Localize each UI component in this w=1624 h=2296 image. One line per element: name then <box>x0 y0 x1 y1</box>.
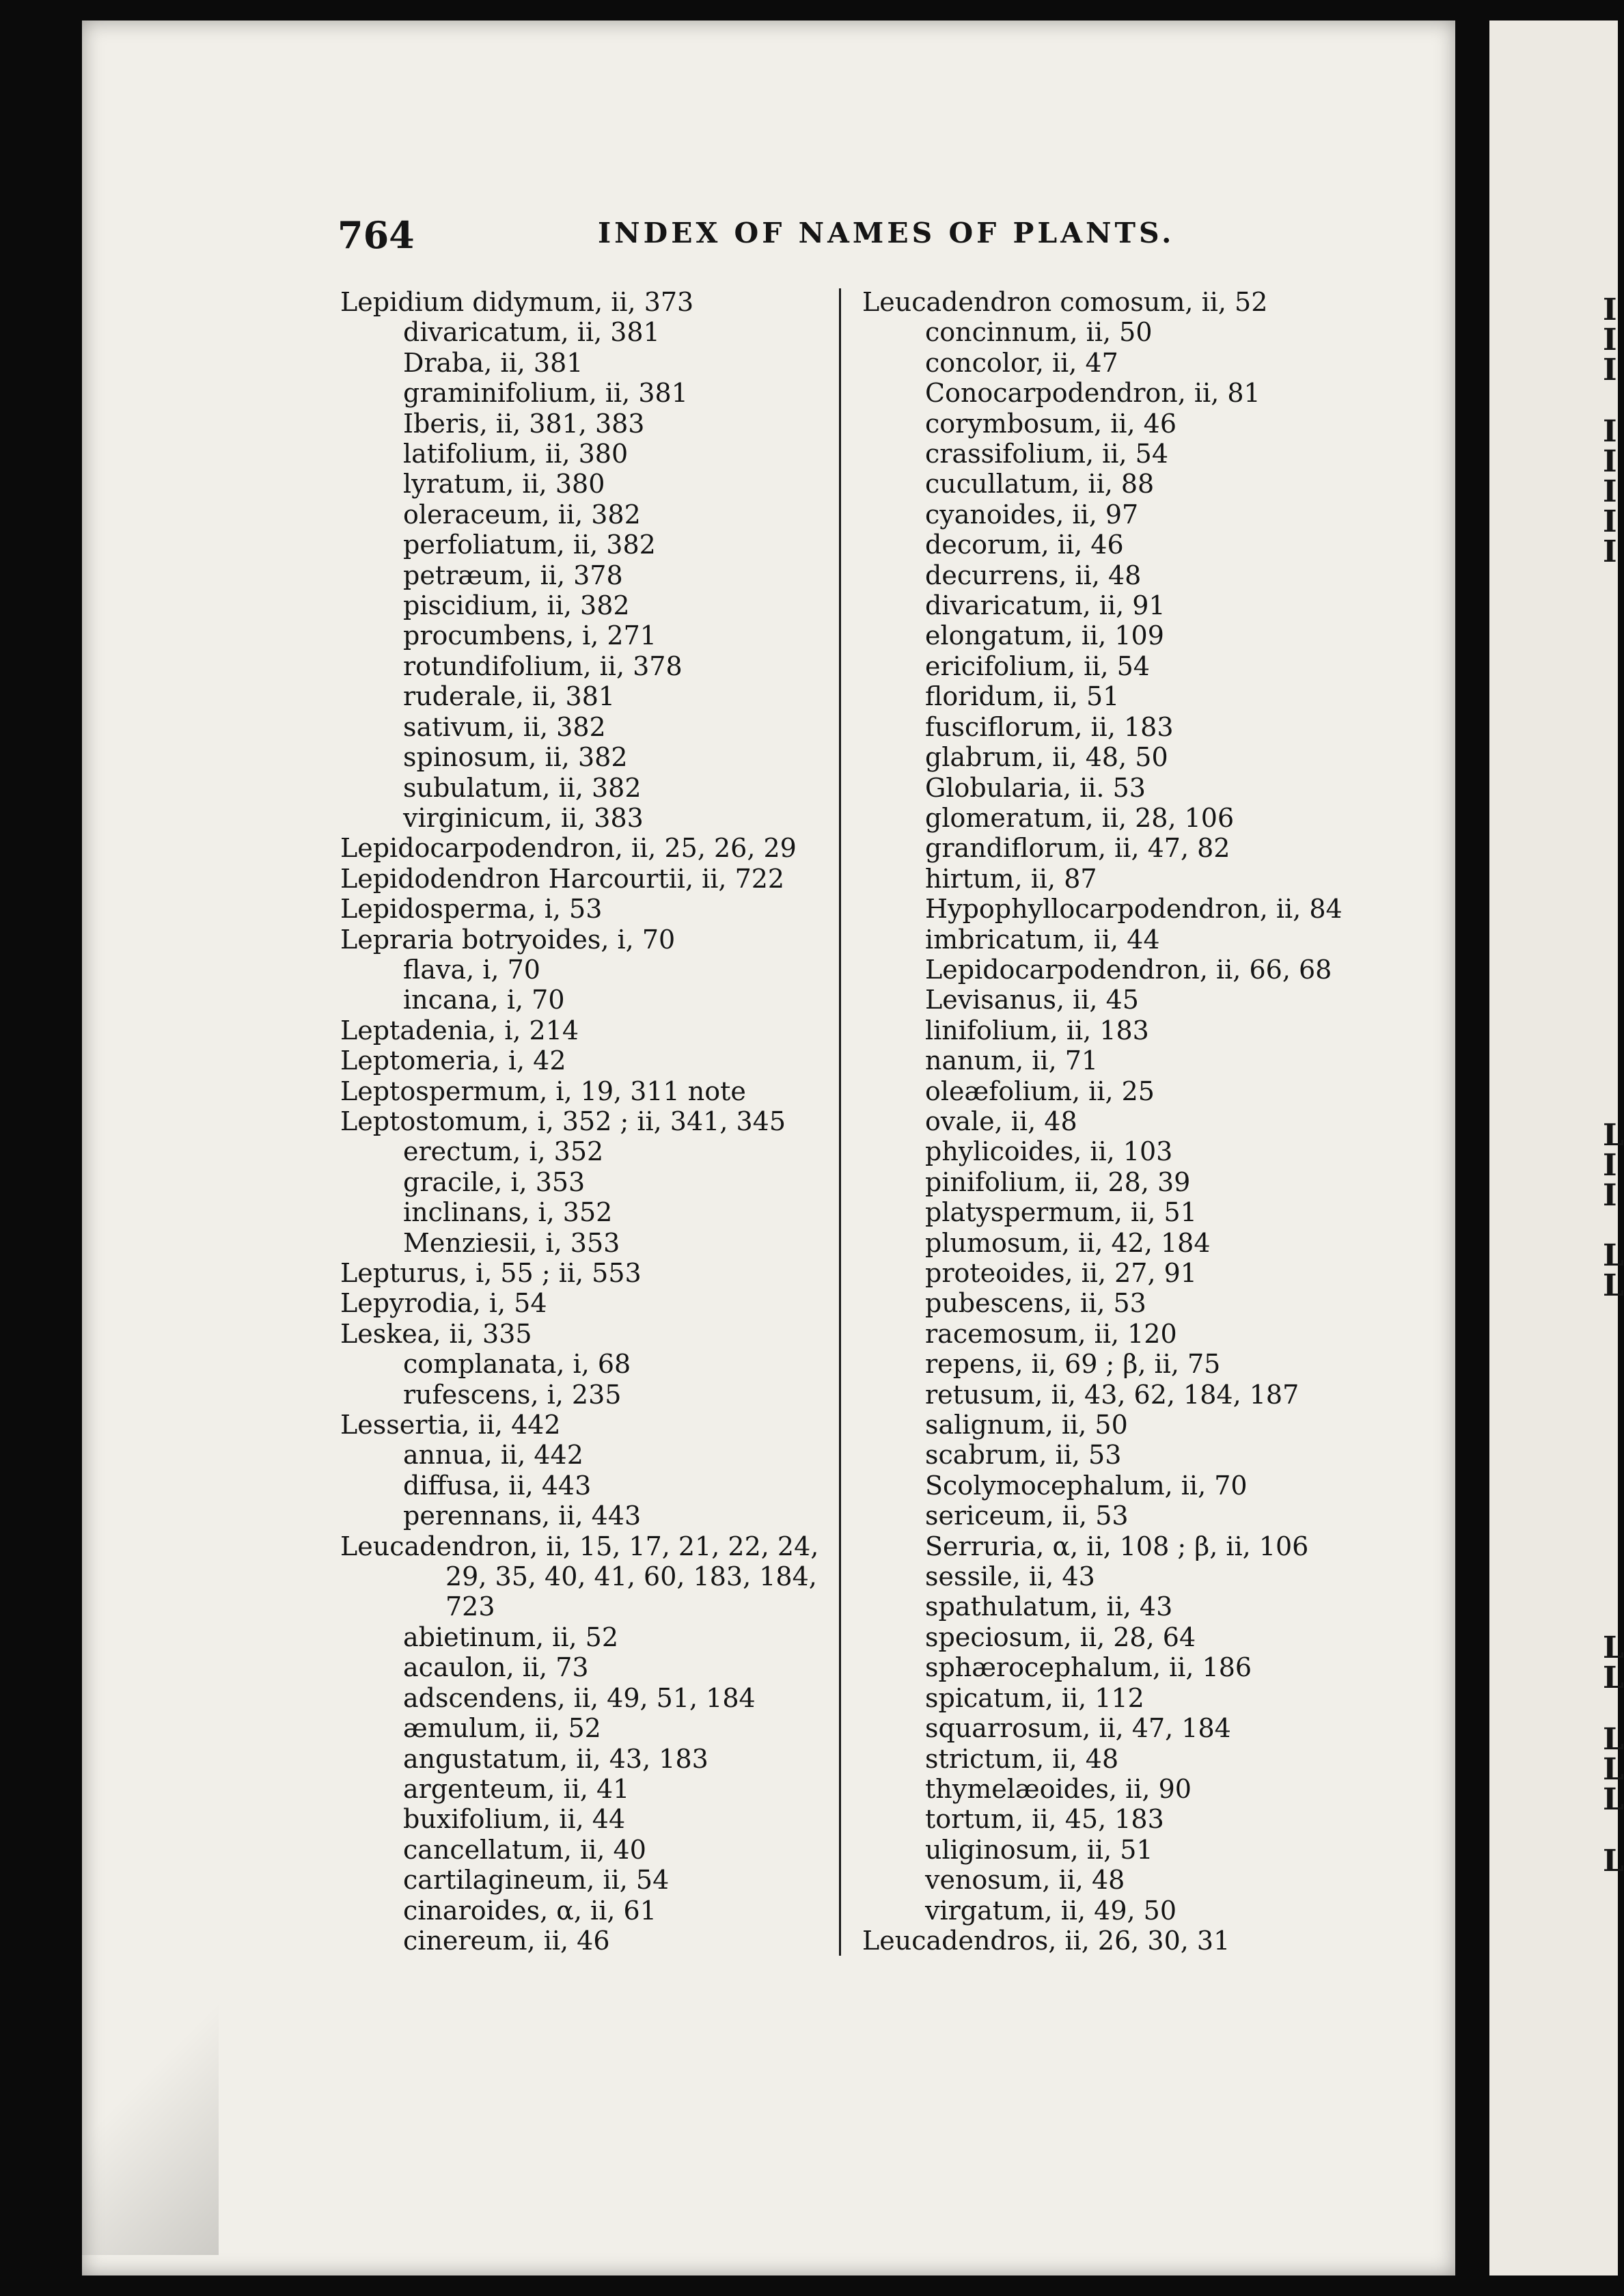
index-entry: speciosum, ii, 28, 64 <box>925 1622 1196 1652</box>
facing-page-letter: I <box>1603 353 1617 387</box>
index-entry: imbricatum, ii, 44 <box>925 924 1160 955</box>
index-entry: Lepidocarpodendron, ii, 25, 26, 29 <box>340 833 797 864</box>
index-entry: spicatum, ii, 112 <box>925 1682 1144 1713</box>
index-entry: pubescens, ii, 53 <box>925 1288 1146 1319</box>
index-entry: abietinum, ii, 52 <box>403 1622 619 1652</box>
index-entry: æmulum, ii, 52 <box>403 1713 601 1744</box>
index-entry: latifolium, ii, 380 <box>403 439 629 469</box>
index-entry: rotundifolium, ii, 378 <box>403 651 683 681</box>
index-entry: hirtum, ii, 87 <box>925 863 1097 894</box>
index-entry: Lepraria botryoides, i, 70 <box>340 924 676 955</box>
facing-page-letter: L <box>1603 1722 1624 1757</box>
facing-page-edge <box>1489 20 1618 2276</box>
facing-page-letter: I <box>1603 1178 1617 1213</box>
index-entry: adscendens, ii, 49, 51, 184 <box>403 1682 756 1713</box>
index-entry: cucullatum, ii, 88 <box>925 469 1155 500</box>
index-entry: 723 <box>445 1591 495 1622</box>
facing-page-letter: L <box>1603 1630 1624 1665</box>
index-entry: inclinans, i, 352 <box>403 1197 613 1228</box>
index-entry: argenteum, ii, 41 <box>403 1773 630 1804</box>
index-entry: Lepidodendron Harcourtii, ii, 722 <box>340 863 785 894</box>
index-entry: squarrosum, ii, 47, 184 <box>925 1713 1231 1744</box>
index-entry: divaricatum, ii, 381 <box>403 317 660 348</box>
index-entry: tortum, ii, 45, 183 <box>925 1804 1164 1835</box>
facing-page-letter: I <box>1603 534 1617 569</box>
index-entry: Leptomeria, i, 42 <box>340 1046 566 1076</box>
index-entry: pinifolium, ii, 28, 39 <box>925 1166 1191 1197</box>
index-entry: thymelæoides, ii, 90 <box>925 1773 1192 1804</box>
facing-page-letter: L <box>1603 1752 1624 1787</box>
page-corner-shadow <box>82 1968 219 2255</box>
index-entry: sphærocephalum, ii, 186 <box>925 1652 1252 1683</box>
index-entry: phylicoides, ii, 103 <box>925 1136 1173 1167</box>
index-entry: 29, 35, 40, 41, 60, 183, 184, <box>445 1561 817 1592</box>
index-entry: incana, i, 70 <box>403 985 565 1015</box>
index-entry: floridum, ii, 51 <box>925 681 1120 712</box>
index-entry: retusum, ii, 43, 62, 184, 187 <box>925 1379 1299 1410</box>
index-entry: Draba, ii, 381 <box>403 347 583 378</box>
index-entry: Leptospermum, i, 19, 311 note <box>340 1076 746 1106</box>
index-entry: spinosum, ii, 382 <box>403 742 628 773</box>
index-entry: ruderale, ii, 381 <box>403 681 616 712</box>
index-entry: cinaroides, α, ii, 61 <box>403 1895 657 1926</box>
index-entry: sericeum, ii, 53 <box>925 1501 1129 1531</box>
facing-page-letter: I <box>1603 323 1617 357</box>
index-entry: rufescens, i, 235 <box>403 1379 622 1410</box>
index-entry: oleæfolium, ii, 25 <box>925 1076 1155 1106</box>
index-entry: fusciflorum, ii, 183 <box>925 711 1174 742</box>
index-entry: Iberis, ii, 381, 383 <box>403 408 645 439</box>
index-entry: Leucadendron comosum, ii, 52 <box>862 287 1268 317</box>
index-entry: divaricatum, ii, 91 <box>925 590 1166 621</box>
index-entry: corymbosum, ii, 46 <box>925 408 1177 439</box>
index-entry: Lepturus, i, 55 ; ii, 553 <box>340 1258 642 1288</box>
index-entry: buxifolium, ii, 44 <box>403 1804 626 1835</box>
index-column-right <box>862 287 1381 1956</box>
index-entry: Hypophyllocarpodendron, ii, 84 <box>925 894 1343 925</box>
index-entry: Leptostomum, i, 352 ; ii, 341, 345 <box>340 1106 786 1136</box>
index-entry: subulatum, ii, 382 <box>403 772 642 803</box>
index-entry: Lepidosperma, i, 53 <box>340 894 603 925</box>
index-entry: flava, i, 70 <box>403 954 540 985</box>
index-entry: cartilagineum, ii, 54 <box>403 1865 670 1896</box>
facing-page-letter: L <box>1603 1268 1624 1303</box>
index-entry: Leptadenia, i, 214 <box>340 1015 579 1046</box>
index-entry: Scolymocephalum, ii, 70 <box>925 1470 1248 1501</box>
facing-page-letter: L <box>1603 1844 1624 1878</box>
index-entry: Menziesii, i, 353 <box>403 1227 620 1258</box>
index-entry: Serruria, α, ii, 108 ; β, ii, 106 <box>925 1531 1309 1561</box>
index-entry: sativum, ii, 382 <box>403 711 606 742</box>
index-entry: Lessertia, ii, 442 <box>340 1410 561 1440</box>
page-number: 764 <box>338 213 415 257</box>
index-entry: acaulon, ii, 73 <box>403 1652 589 1683</box>
index-entry: Leucadendros, ii, 26, 30, 31 <box>862 1925 1230 1956</box>
index-entry: platyspermum, ii, 51 <box>925 1197 1197 1228</box>
index-entry: crassifolium, ii, 54 <box>925 439 1168 469</box>
index-entry: diffusa, ii, 443 <box>403 1470 592 1501</box>
index-entry: perfoliatum, ii, 382 <box>403 530 656 560</box>
index-entry: perennans, ii, 443 <box>403 1501 642 1531</box>
index-entry: repens, ii, 69 ; β, ii, 75 <box>925 1349 1221 1380</box>
index-entry: scabrum, ii, 53 <box>925 1440 1122 1471</box>
facing-page-letter: L <box>1603 1118 1624 1153</box>
index-entry: Lepidium didymum, ii, 373 <box>340 287 694 317</box>
index-entry: racemosum, ii, 120 <box>925 1318 1177 1349</box>
index-entry: Lepidocarpodendron, ii, 66, 68 <box>925 954 1332 985</box>
index-entry: lyratum, ii, 380 <box>403 469 605 500</box>
index-entry: angustatum, ii, 43, 183 <box>403 1743 708 1774</box>
index-entry: concolor, ii, 47 <box>925 347 1118 378</box>
index-entry: ericifolium, ii, 54 <box>925 651 1150 681</box>
facing-page-letter: I <box>1603 1148 1617 1183</box>
index-entry: uliginosum, ii, 51 <box>925 1834 1153 1865</box>
index-entry: venosum, ii, 48 <box>925 1865 1125 1896</box>
index-entry: virgatum, ii, 49, 50 <box>925 1895 1177 1926</box>
index-entry: Leskea, ii, 335 <box>340 1318 532 1349</box>
index-entry: linifolium, ii, 183 <box>925 1015 1149 1046</box>
index-entry: Leucadendron, ii, 15, 17, 21, 22, 24, <box>340 1531 819 1561</box>
index-entry: concinnum, ii, 50 <box>925 317 1153 348</box>
index-column-left <box>340 287 846 1956</box>
index-entry: spathulatum, ii, 43 <box>925 1591 1173 1622</box>
index-entry: decurrens, ii, 48 <box>925 560 1142 590</box>
index-entry: elongatum, ii, 109 <box>925 620 1164 651</box>
index-entry: complanata, i, 68 <box>403 1349 631 1380</box>
index-entry: decorum, ii, 46 <box>925 530 1124 560</box>
index-entry: ovale, ii, 48 <box>925 1106 1077 1136</box>
index-entry: Levisanus, ii, 45 <box>925 985 1139 1015</box>
index-entry: cancellatum, ii, 40 <box>403 1834 646 1865</box>
index-entry: cinereum, ii, 46 <box>403 1925 610 1956</box>
index-entry: salignum, ii, 50 <box>925 1410 1128 1440</box>
facing-page-letter: I <box>1603 444 1617 479</box>
facing-page-letter: I <box>1603 414 1617 449</box>
index-entry: grandiflorum, ii, 47, 82 <box>925 833 1230 864</box>
index-entry: erectum, i, 352 <box>403 1136 604 1167</box>
index-entry: virginicum, ii, 383 <box>403 802 644 833</box>
facing-page-letter: L <box>1603 1660 1624 1695</box>
facing-page-letter: I <box>1603 504 1617 539</box>
index-entry: petræum, ii, 378 <box>403 560 623 590</box>
index-entry: Lepyrodia, i, 54 <box>340 1288 547 1319</box>
index-entry: Conocarpodendron, ii, 81 <box>925 378 1261 409</box>
facing-page-letter: L <box>1603 1782 1624 1817</box>
index-entry: glomeratum, ii, 28, 106 <box>925 802 1235 833</box>
index-entry: procumbens, i, 271 <box>403 620 657 651</box>
index-entry: plumosum, ii, 42, 184 <box>925 1227 1211 1258</box>
facing-page-letter: I <box>1603 292 1617 327</box>
column-divider <box>839 288 841 1956</box>
index-entry: sessile, ii, 43 <box>925 1561 1095 1592</box>
index-entry: cyanoides, ii, 97 <box>925 499 1139 530</box>
facing-page-letter: I <box>1603 474 1617 509</box>
index-entry: piscidium, ii, 382 <box>403 590 630 621</box>
index-entry: gracile, i, 353 <box>403 1166 586 1197</box>
index-entry: oleraceum, ii, 382 <box>403 499 641 530</box>
index-entry: proteoides, ii, 27, 91 <box>925 1258 1197 1288</box>
index-entry: nanum, ii, 71 <box>925 1046 1099 1076</box>
running-title: INDEX OF NAMES OF PLANTS. <box>598 217 1175 249</box>
index-entry: glabrum, ii, 48, 50 <box>925 742 1168 773</box>
facing-page-letter: L <box>1603 1238 1624 1273</box>
index-entry: annua, ii, 442 <box>403 1440 583 1471</box>
index-entry: graminifolium, ii, 381 <box>403 378 688 409</box>
index-entry: strictum, ii, 48 <box>925 1743 1119 1774</box>
index-entry: Globularia, ii. 53 <box>925 772 1146 803</box>
